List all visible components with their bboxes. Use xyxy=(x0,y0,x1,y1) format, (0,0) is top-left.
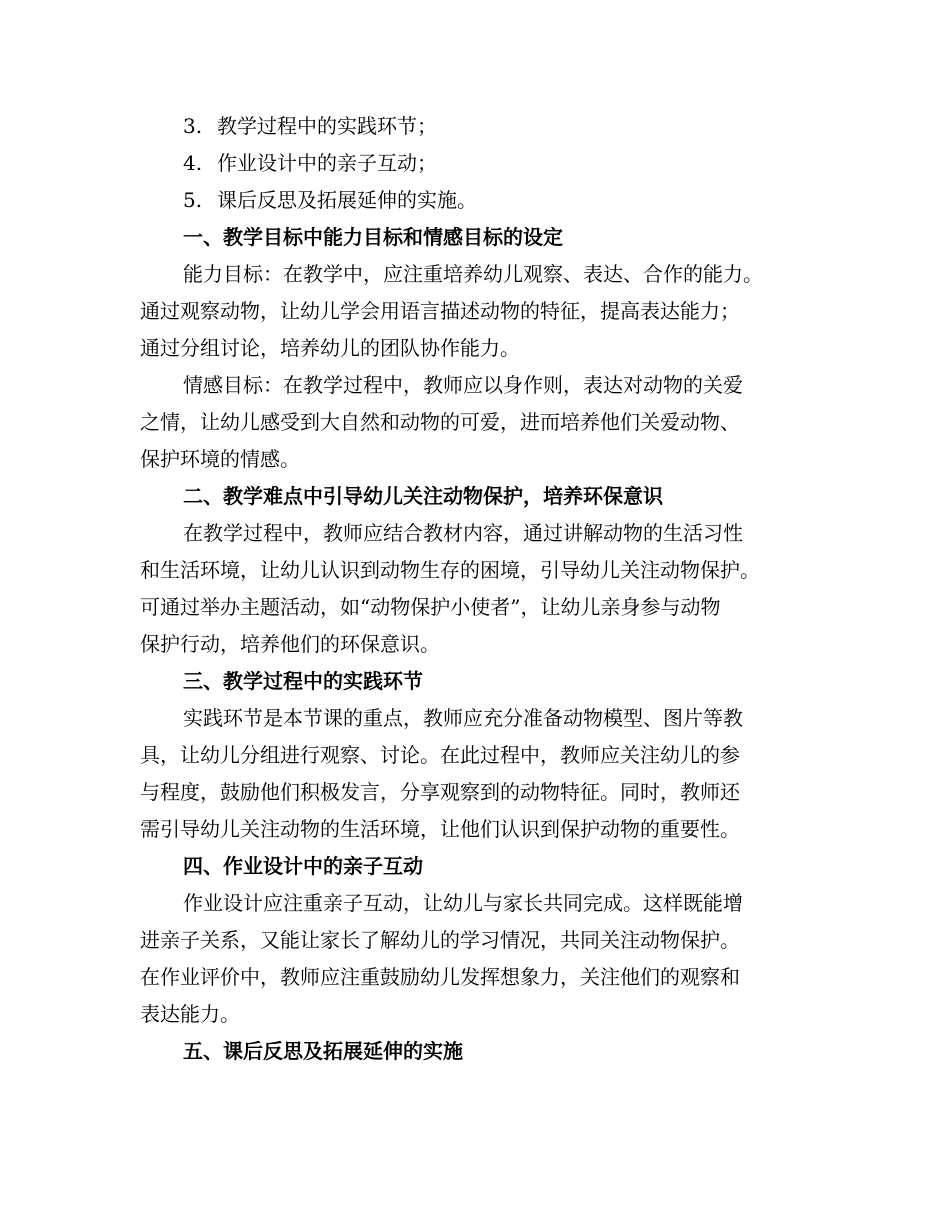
section-heading-5: 五、课后反思及拓展延伸的实施 xyxy=(183,1039,463,1063)
paragraph-line: 表达能力。 xyxy=(140,1002,240,1026)
list-item xyxy=(140,108,820,145)
paragraph-line: 情感目标：在教学过程中，教师应以身作则，表达对动物的关爱 xyxy=(183,373,743,397)
paragraph-line: 需引导幼儿关注动物的生活环境，让他们认识到保护动物的重要性。 xyxy=(140,817,740,841)
document-body xyxy=(140,108,820,1070)
paragraph-line: 可通过举办主题活动，如“动物保护小使者”，让幼儿亲身参与动物 xyxy=(140,595,721,619)
list-item-number: 4. xyxy=(183,151,203,175)
list-item-text: 课后反思及拓展延伸的实施。 xyxy=(217,188,477,212)
paragraph-line: 在教学过程中，教师应结合教材内容，通过讲解动物的生活习性 xyxy=(183,521,743,545)
paragraph-line: 通过观察动物，让幼儿学会用语言描述动物的特征，提高表达能力； xyxy=(140,299,740,323)
list-item-number: 5. xyxy=(183,188,203,212)
homework-paragraph xyxy=(140,885,820,1033)
list-item xyxy=(140,182,820,219)
paragraph-line: 保护环境的情感。 xyxy=(140,447,300,471)
paragraph-line: 通过分组讨论，培养幼儿的团队协作能力。 xyxy=(140,336,520,360)
paragraph-line: 与程度，鼓励他们积极发言，分享观察到的动物特征。同时，教师还 xyxy=(140,780,740,804)
paragraph-line: 在作业评价中，教师应注重鼓励幼儿发挥想象力，关注他们的观察和 xyxy=(140,965,740,989)
section-heading-2: 二、教学难点中引导幼儿关注动物保护，培养环保意识 xyxy=(183,484,663,508)
list-item-text: 教学过程中的实践环节； xyxy=(217,114,437,138)
emotion-goal-paragraph xyxy=(140,367,820,478)
list-item-number: 3. xyxy=(183,114,203,138)
paragraph-line: 实践环节是本节课的重点，教师应充分准备动物模型、图片等教 xyxy=(183,706,743,730)
section-heading-3: 三、教学过程中的实践环节 xyxy=(183,669,423,693)
section-heading-4: 四、作业设计中的亲子互动 xyxy=(183,854,423,878)
animal-protection-paragraph xyxy=(140,515,820,663)
paragraph-line: 作业设计应注重亲子互动，让幼儿与家长共同完成。这样既能增 xyxy=(183,891,743,915)
paragraph-line: 保护行动，培养他们的环保意识。 xyxy=(140,632,440,656)
paragraph-line: 能力目标：在教学中，应注重培养幼儿观察、表达、合作的能力。 xyxy=(183,262,763,286)
section-heading-1: 一、教学目标中能力目标和情感目标的设定 xyxy=(183,225,563,249)
paragraph-line: 具，让幼儿分组进行观察、讨论。在此过程中，教师应关注幼儿的参 xyxy=(140,743,740,767)
ability-goal-paragraph xyxy=(140,256,820,367)
paragraph-line: 进亲子关系，又能让家长了解幼儿的学习情况，共同关注动物保护。 xyxy=(140,928,740,952)
paragraph-line: 之情，让幼儿感受到大自然和动物的可爱，进而培养他们关爱动物、 xyxy=(140,410,740,434)
paragraph-line: 和生活环境，让幼儿认识到动物生存的困境，引导幼儿关注动物保护。 xyxy=(140,558,760,582)
list-item xyxy=(140,145,820,182)
list-item-text: 作业设计中的亲子互动； xyxy=(217,151,437,175)
practice-paragraph xyxy=(140,700,820,848)
